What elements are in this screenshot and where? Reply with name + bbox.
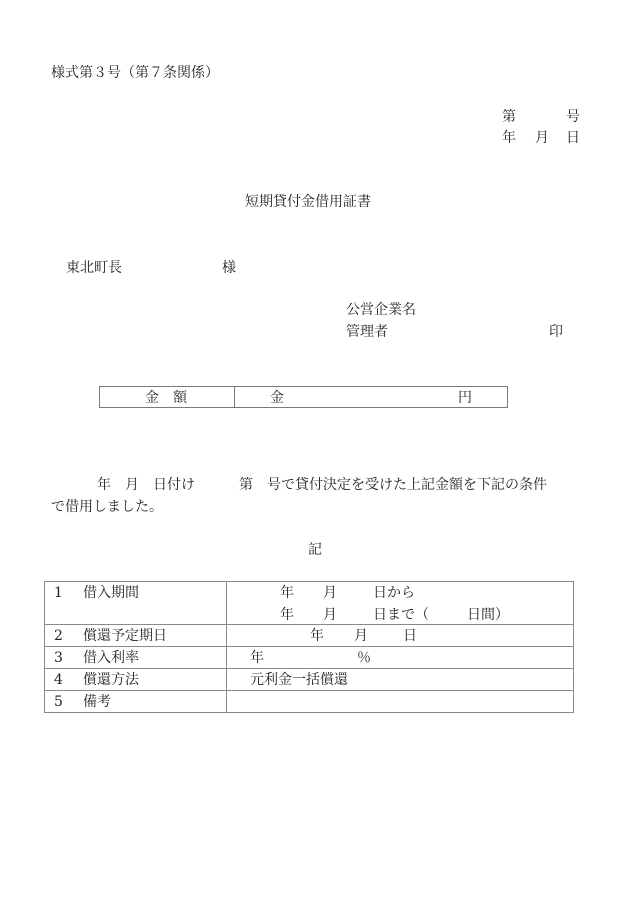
- body-text-line2: で借用しました。: [51, 499, 163, 515]
- from-day: 日から: [373, 585, 415, 601]
- manager-label: 管理者: [346, 324, 388, 340]
- document-number-label: 第: [502, 109, 516, 125]
- to-month: 月: [323, 607, 337, 623]
- table-row: [45, 691, 574, 713]
- condition-name: 備考: [83, 694, 111, 710]
- condition-label-cell: [45, 691, 227, 713]
- interest-rate-prefix: 年: [250, 650, 264, 666]
- conditions-table: [44, 581, 574, 713]
- condition-name: 償還予定期日: [83, 628, 167, 644]
- condition-label-cell: [45, 647, 227, 669]
- condition-value-cell: [227, 647, 574, 669]
- condition-value-cell: [227, 625, 574, 647]
- date-day-label: 日: [566, 130, 580, 146]
- to-day: 日まで（: [373, 607, 429, 623]
- period-days: 日間）: [467, 607, 509, 623]
- seal-mark: 印: [549, 324, 563, 340]
- condition-number: 5: [54, 694, 63, 710]
- condition-number: 2: [54, 628, 63, 644]
- addressee-name: 東北町長: [66, 260, 122, 276]
- interest-rate-unit: ％: [357, 650, 371, 666]
- document-number-suffix: 号: [566, 109, 580, 125]
- amount-prefix: 金: [270, 390, 284, 406]
- condition-value-cell: [227, 669, 574, 691]
- condition-name: 償還方法: [83, 672, 139, 688]
- condition-name: 借入期間: [83, 585, 139, 601]
- repayment-method: 元利金一括償還: [250, 672, 348, 688]
- form-number: 様式第３号（第７条関係）: [51, 65, 219, 81]
- body-text-date: 年 月 日付け: [97, 477, 195, 493]
- condition-number: 3: [54, 650, 63, 666]
- condition-number: 4: [54, 672, 63, 688]
- table-row: [45, 625, 574, 647]
- from-month: 月: [323, 585, 337, 601]
- condition-value-cell: [227, 691, 574, 713]
- to-year: 年: [280, 607, 294, 623]
- condition-label-cell: [45, 669, 227, 691]
- date-month-label: 月: [535, 130, 549, 146]
- addressee-honorific: 様: [222, 260, 236, 276]
- repayment-year: 年: [310, 628, 324, 644]
- ki-heading: 記: [308, 542, 322, 558]
- condition-name: 借入利率: [83, 650, 139, 666]
- condition-number: 1: [54, 585, 63, 601]
- table-row: [45, 582, 574, 625]
- amount-divider: [234, 387, 235, 407]
- from-year: 年: [280, 585, 294, 601]
- repayment-day: 日: [403, 628, 417, 644]
- amount-box: [99, 386, 508, 408]
- body-text-decision: 第 号で貸付決定を受けた上記金額を下記の条件: [239, 477, 547, 493]
- public-enterprise-name-label: 公営企業名: [346, 302, 416, 318]
- condition-label-cell: [45, 582, 227, 625]
- condition-value-cell: [227, 582, 574, 625]
- date-year-label: 年: [502, 130, 516, 146]
- amount-unit-yen: 円: [458, 390, 472, 406]
- condition-label-cell: [45, 625, 227, 647]
- repayment-month: 月: [354, 628, 368, 644]
- document-title: 短期貸付金借用証書: [245, 194, 371, 210]
- table-row: [45, 669, 574, 691]
- amount-label: 金 額: [145, 390, 187, 406]
- table-row: [45, 647, 574, 669]
